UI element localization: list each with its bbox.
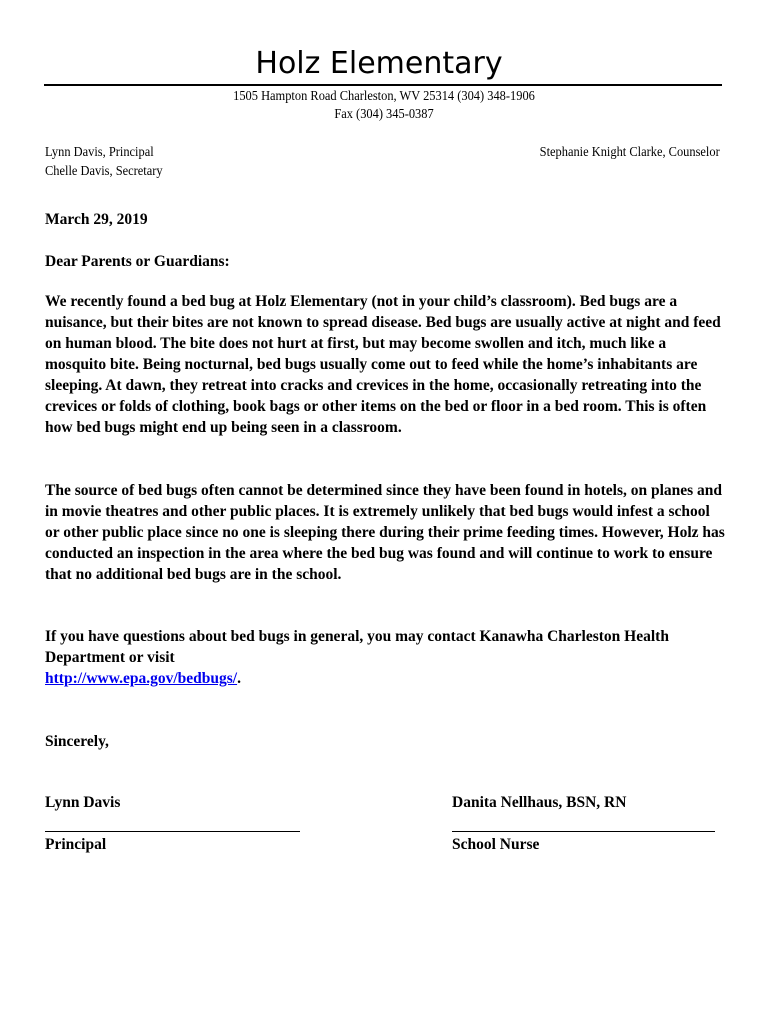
paragraph-1: We recently found a bed bug at Holz Elementary (not in your child’s classroom). Bed bugs are a nuisance, but their bites are not known to spread disease. Bed bugs are usually active at night and feed on human blood. The bite does not hurt at first, but may become swollen and itch, much like a mosquito bite. Being nocturnal, bed bugs usually come out to feed while the home’s inhabitants are sleeping. At dawn, they retreat into cracks and crevices in the home, occasionally retreating into the crevices or folds of clothing, book bags or other items on the bed or floor in a bed room. This is often how bed bugs might end up being seen in a classroom. <box>45 293 721 436</box>
principal-listing: Lynn Davis, Principal <box>45 144 154 159</box>
signer-name: Lynn Davis <box>45 794 121 811</box>
paragraph-3-text: If you have questions about bed bugs in general, you may contact Kanawha Charleston Health Department or visit <box>45 628 669 666</box>
school-fax: Fax (304) 345-0387 <box>334 106 434 121</box>
staff-left-block <box>45 142 163 180</box>
paragraph-2: The source of bed bugs often cannot be determined since they have been found in hotels, on planes and in movie theatres and other public places. It is extremely unlikely that bed bugs would infest a school or other public place since no one is sleeping there during their prime feeding times. However, Holz has conducted an inspection in the area where the bed bug was found and will continue to work to ensure that no additional bed bugs are in the school. <box>45 482 725 583</box>
secretary-listing: Chelle Davis, Secretary <box>45 163 163 178</box>
epa-bedbugs-link[interactable]: http://www.epa.gov/bedbugs/ <box>45 670 238 687</box>
signature-block-nurse <box>452 792 626 855</box>
school-address: 1505 Hampton Road Charleston, WV 25314 (304) 348-1906 <box>233 88 535 103</box>
paragraph-3-period: . <box>237 670 241 687</box>
school-name-heading: Holz Elementary <box>255 46 503 81</box>
counselor-listing: Stephanie Knight Clarke, Counselor <box>539 144 720 159</box>
signature-line <box>45 813 120 834</box>
signer-name: Danita Nellhaus, BSN, RN <box>452 794 627 811</box>
signature-line <box>452 813 626 834</box>
letter-date: March 29, 2019 <box>45 211 148 228</box>
header-rule <box>44 84 722 86</box>
letter-greeting: Dear Parents or Guardians: <box>45 253 230 270</box>
signature-block-principal <box>45 792 120 855</box>
signer-title: Principal <box>45 836 107 853</box>
paragraph-3 <box>45 626 725 689</box>
signer-title: School Nurse <box>452 836 540 853</box>
letter-closing: Sincerely, <box>45 733 109 750</box>
